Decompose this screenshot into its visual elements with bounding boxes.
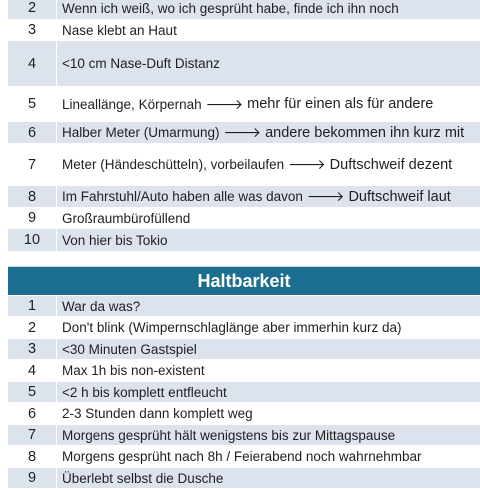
row-text — [57, 186, 480, 207]
arrow-right-icon: 🡒 — [223, 125, 262, 141]
row-number: 4 — [8, 41, 57, 86]
row-text: Morgens gesprüht hält wenigstens bis zur Mittagspause — [57, 425, 480, 445]
table-row[interactable] — [8, 20, 480, 41]
row-number: 8 — [8, 446, 57, 467]
row-number: 2 — [8, 0, 57, 19]
row-number: 9 — [8, 208, 57, 228]
row-text-part: mehr für einen als für andere — [247, 96, 434, 112]
arrow-right-icon: 🡒 — [306, 189, 345, 205]
row-number: 4 — [8, 360, 57, 381]
row-number: 7 — [8, 144, 57, 185]
table-row[interactable] — [8, 41, 480, 87]
table-row[interactable] — [8, 360, 480, 382]
table-row[interactable] — [8, 468, 480, 489]
arrow-right-icon: 🡒 — [288, 157, 326, 173]
row-number: 6 — [8, 403, 57, 424]
table-row[interactable] — [8, 0, 480, 20]
row-text-part: andere bekommen ihn kurz mit — [265, 124, 465, 141]
row-text: Wenn ich weiß, wo ich gesprüht habe, finde ich ihn noch — [57, 0, 480, 19]
table-row[interactable] — [8, 87, 480, 122]
table-row[interactable] — [8, 382, 480, 403]
spreadsheet — [8, 0, 480, 489]
row-number: 9 — [8, 468, 57, 488]
table-row[interactable] — [8, 186, 480, 208]
section-header: Haltbarkeit — [8, 267, 480, 296]
table-row[interactable] — [8, 144, 480, 186]
table-row[interactable] — [8, 122, 480, 144]
row-number: 5 — [8, 87, 57, 121]
row-text: Don't blink (Wimpernschlaglänge aber immerhin kurz da) — [57, 317, 480, 338]
table-row[interactable] — [8, 296, 480, 317]
table-row[interactable] — [8, 425, 480, 446]
row-text — [57, 87, 480, 121]
arrow-right-icon: 🡒 — [205, 96, 244, 113]
table-row[interactable] — [8, 446, 480, 468]
row-text: <10 cm Nase-Duft Distanz — [57, 41, 480, 86]
row-number: 3 — [8, 339, 57, 359]
row-number: 8 — [8, 186, 57, 207]
table-row[interactable] — [8, 317, 480, 339]
row-text: Großraumbürofüllend — [57, 208, 480, 228]
row-text-part: Duftschweif dezent — [329, 156, 453, 173]
row-text: Morgens gesprüht nach 8h / Feierabend noch wahrnehmbar — [57, 446, 480, 467]
row-text: Nase klebt an Haut — [57, 20, 480, 40]
row-text: Max 1h bis non-existent — [57, 360, 480, 381]
table-row[interactable] — [8, 208, 480, 229]
row-text: 2-3 Stunden dann komplett weg — [57, 403, 480, 424]
row-number: 7 — [8, 425, 57, 445]
table-row[interactable] — [8, 229, 480, 252]
row-number: 1 — [8, 296, 57, 316]
row-text: War da was? — [57, 296, 480, 316]
row-text: Überlebt selbst die Dusche — [57, 468, 480, 488]
table-row[interactable] — [8, 339, 480, 360]
row-number: 2 — [8, 317, 57, 338]
row-number: 3 — [8, 20, 57, 40]
row-text-part: Lineallänge, Körpernah — [62, 96, 202, 112]
row-text: <2 h bis komplett entfleucht — [57, 382, 480, 402]
row-number: 6 — [8, 122, 57, 143]
row-number: 5 — [8, 382, 57, 402]
row-text-part: Halber Meter (Umarmung) — [62, 125, 220, 140]
row-text: Von hier bis Tokio — [57, 229, 480, 251]
spacer-row — [8, 252, 480, 267]
row-text-part: Meter (Händeschütteln), vorbeilaufen — [62, 157, 285, 172]
row-text-part: Duftschweif laut — [348, 188, 451, 205]
row-text — [57, 122, 480, 143]
row-text — [57, 144, 480, 185]
row-text: <30 Minuten Gastspiel — [57, 339, 480, 359]
row-text-part: Im Fahrstuhl/Auto haben alle was davon — [62, 189, 303, 204]
row-number: 10 — [8, 229, 57, 251]
table-row[interactable] — [8, 403, 480, 425]
